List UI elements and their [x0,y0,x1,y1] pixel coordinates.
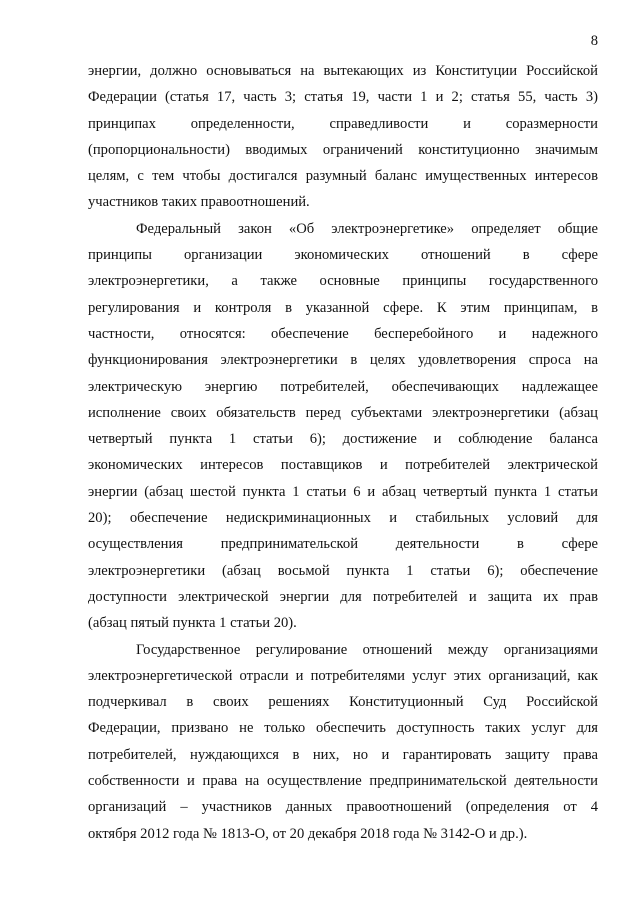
text-line: Федеральный закон «Об электроэнергетике» определяет общие [136,220,598,237]
text-line: электроэнергетики (абзац восьмой пункта 1 статьи 6); обеспечение [88,562,598,579]
text-line: четвертый пункта 1 статьи 6); достижение и соблюдение баланса [88,431,598,448]
text-line: регулирования и контроля в указанной сфере. К этим принципам, в [88,299,598,316]
text-line: подчеркивал в своих решениях Конституционный Суд Российской [88,694,598,711]
text-line: принципах определенности, справедливости и соразмерности [88,115,598,132]
text-line: целям, с тем чтобы достигался разумный баланс имущественных интересов [88,168,598,185]
text-line: организаций – участников данных правоотношений (определения от 4 [88,799,598,816]
text-line: принципы организации экономических отношений в сфере [88,247,598,264]
text-line: электрическую энергию потребителей, обеспечивающих надлежащее [88,378,598,395]
text-line: функционирования электроэнергетики в целях удовлетворения спроса на [88,352,598,369]
text-line: электроэнергетической отрасли и потребителями услуг этих организаций, как [88,667,598,684]
text-line: исполнение своих обязательств перед субъектами электроэнергетики (абзац [88,404,598,421]
paragraph [88,637,598,847]
text-line: энергии (абзац шестой пункта 1 статьи 6 и абзац четвертый пункта 1 статьи [88,483,598,500]
text-line: (пропорциональности) вводимых ограничений конституционно значимым [88,141,598,158]
text-line: частности, относятся: обеспечение бесперебойного и надежного [88,325,598,342]
document-body [88,58,598,847]
text-line: потребителей, нуждающихся в них, но и гарантировать защиту права [88,746,598,763]
text-line: собственности и права на осуществление предпринимательской деятельности [88,773,598,790]
text-line: доступности электрической энергии для потребителей и защита их прав [88,588,598,605]
paragraph [88,216,598,637]
text-line: 20); обеспечение недискриминационных и стабильных условий для [88,510,598,527]
paragraph [88,58,598,216]
text-line: октября 2012 года № 1813-О, от 20 декабря 2018 года № 3142-О и др.). [88,825,528,842]
page-number: 8 [590,33,598,49]
text-line: Государственное регулирование отношений между организациями [136,641,598,658]
text-line: Федерации (статья 17, часть 3; статья 19, части 1 и 2; статья 55, часть 3) [88,89,598,106]
text-line: осуществления предпринимательской деятельности в сфере [88,536,598,553]
text-line: участников таких правоотношений. [88,194,310,211]
text-line: энергии, должно основываться на вытекающих из Конституции Российской [88,63,598,79]
text-line: экономических интересов поставщиков и потребителей электрической [88,457,598,474]
text-line: электроэнергетики, а также основные принципы государственного [88,273,598,290]
text-line: Федерации, призвано не только обеспечить доступность таких услуг для [88,720,598,737]
text-line: (абзац пятый пункта 1 статьи 20). [88,615,297,632]
